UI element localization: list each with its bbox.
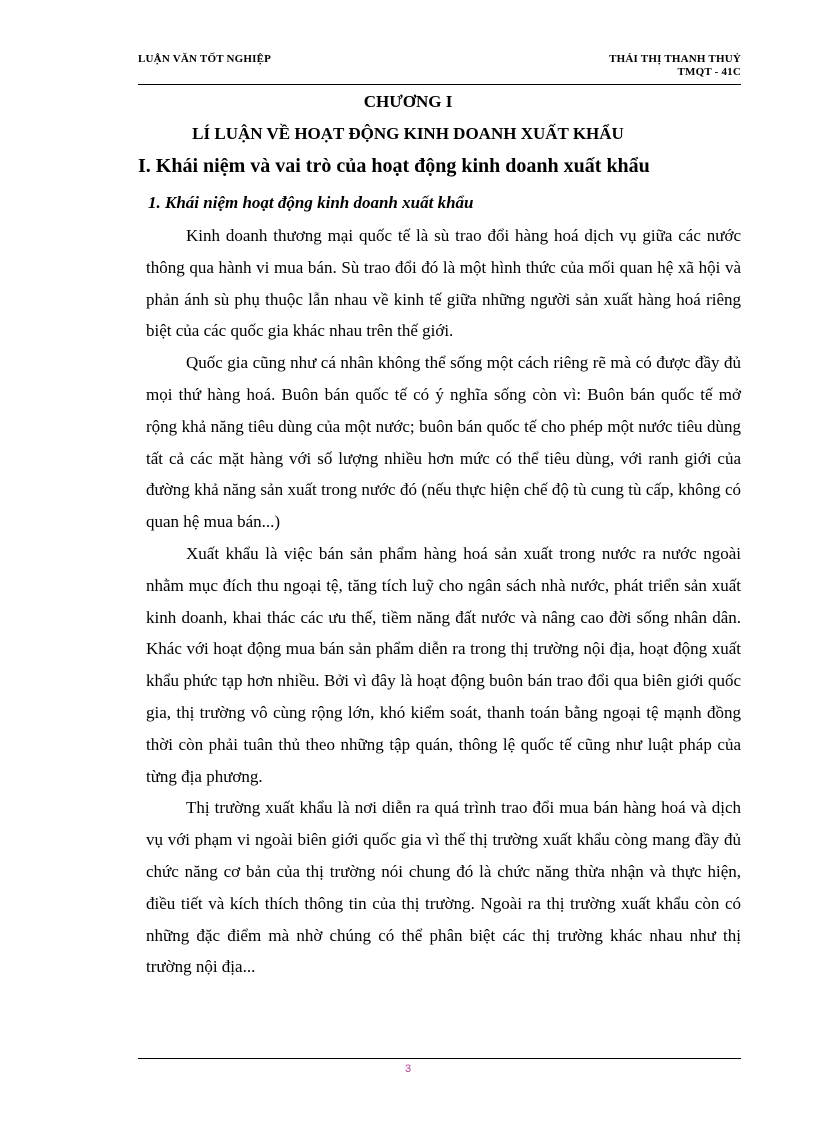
chapter-label: CHƯƠNG I — [363, 92, 453, 111]
header-divider — [138, 84, 741, 85]
footer-divider — [138, 1058, 741, 1059]
paragraph: Xuất khẩu là việc bán sản phẩm hàng hoá sản xuất trong nước ra nước ngoài nhằm mục đích thu ngoại tệ, tăng tích luỹ cho ngân sách nhà nước, phát triển sản xuất kinh doanh, khai thác các ưu thế, tiềm năng đất nước và nâng cao đời sống nhân dân. Khác với hoạt động mua bán sản phẩm diễn ra trong thị trường nội địa, hoạt động xuất khẩu phức tạp hơn nhiều. Bởi vì đây là hoạt động buôn bán trao đổi qua biên giới quốc gia, thị trường vô cùng rộng lớn, khó kiểm soát, thanh toán bằng ngoại tệ mạnh đồng thời còn phải tuân thủ theo những tập quán, thông lệ quốc tế cũng như luật pháp của từng địa phương. — [146, 543, 741, 786]
body-text — [146, 220, 741, 983]
page-header — [138, 50, 741, 84]
page-number: 3 — [404, 1063, 412, 1075]
header-document-type: LUẬN VĂN TỐT NGHIỆP — [138, 53, 272, 65]
header-author — [609, 53, 741, 79]
paragraph: Kinh doanh thương mại quốc tế là sù trao đổi hàng hoá dịch vụ giữa các nước thông qua hành vi mua bán. Sù trao đổi đó là một hình thức của mối quan hệ xã hội và phản ánh sù phụ thuộc lẫn nhau về kinh tế giữa những người sản xuất hàng hoá riêng biệt của các quốc gia khác nhau trên thế giới. — [146, 226, 741, 341]
section-heading: I. Khái niệm và vai trò của hoạt động kinh doanh xuất khẩu — [138, 155, 650, 177]
subsection-heading: 1. Khái niệm hoạt động kinh doanh xuất khẩu — [148, 193, 474, 212]
paragraph: Quốc gia cũng như cá nhân không thể sống một cách riêng rẽ mà có được đầy đủ mọi thứ hàng hoá. Buôn bán quốc tế có ý nghĩa sống còn vì: Buôn bán quốc tế mở rộng khả năng tiêu dùng của một nước; buôn bán quốc tế cho phép một nước tiêu dùng tất cả các mặt hàng với số lượng nhiều hơn mức có thể tiêu dùng, với ranh giới của đường khả năng sản xuất trong nước đó (nếu thực hiện chế độ tù cung tù cấp, không có quan hệ mua bán...) — [146, 353, 741, 532]
header-author-class: TMQT - 41C — [677, 66, 741, 78]
header-author-name: THÁI THỊ THANH THUỶ — [609, 53, 741, 65]
paragraph: Thị trường xuất khẩu là nơi diễn ra quá trình trao đổi mua bán hàng hoá và dịch vụ với phạm vi ngoài biên giới quốc gia vì thế thị trường xuất khẩu còng mang đầy đủ chức năng cơ bản của thị trường nói chung đó là chức năng thừa nhận và thực hiện, điều tiết và kích thích thông tin của thị trường. Ngoài ra thị trường xuất khẩu còn có những đặc điểm mà nhờ chúng có thể phân biệt các thị trường khác nhau như thị trường nội địa... — [146, 798, 741, 977]
chapter-title: LÍ LUẬN VỀ HOẠT ĐỘNG KINH DOANH XUẤT KHẨU — [192, 124, 624, 143]
